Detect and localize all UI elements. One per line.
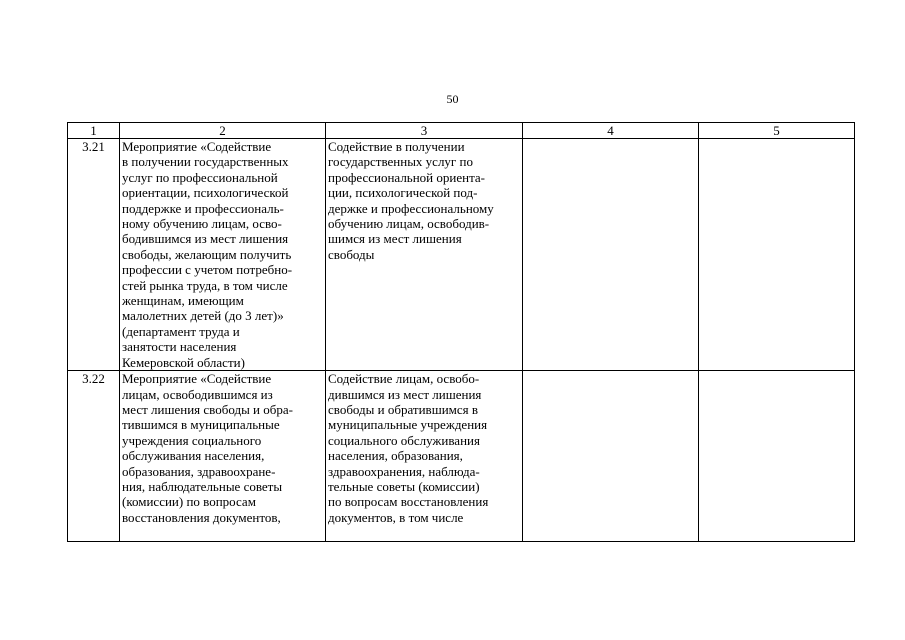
column-4-cell [523, 139, 699, 371]
column-header-5: 5 [699, 123, 855, 139]
cell-text-line: в получении государственных [122, 154, 289, 170]
cell-text-line: шимся из мест лишения [328, 231, 462, 247]
cell-text-line: малолетних детей (до 3 лет)» [122, 308, 284, 324]
table-header-row [68, 123, 855, 139]
column-4-cell [523, 371, 699, 542]
cell-text-line: тившимся в муниципальные [122, 417, 280, 433]
column-header-1: 1 [68, 123, 120, 139]
column-header-3: 3 [326, 123, 523, 139]
cell-text-line: социального обслуживания [328, 432, 480, 448]
cell-text-line: женщинам, имеющим [122, 293, 244, 309]
table-row [68, 371, 855, 542]
table-row [68, 139, 855, 371]
cell-text-line: обучению лицам, освободив- [328, 216, 490, 232]
cell-text-line: ния, наблюдательные советы [122, 478, 283, 494]
cell-text-line: ориентации, психологической [122, 185, 289, 201]
cell-text-line: обслуживания населения, [122, 448, 265, 464]
document-table [67, 122, 855, 542]
cell-text-line: (комиссии) по вопросам [122, 494, 256, 510]
cell-text-line: мест лишения свободы и обра- [122, 401, 293, 417]
cell-text-line: держке и профессиональному [328, 200, 494, 216]
cell-text-line: услуг по профессиональной [122, 169, 278, 185]
cell-text-line: бодившимся из мест лишения [122, 231, 289, 247]
cell-text-line: дившимся из мест лишения [328, 386, 482, 402]
cell-text-line: тельные советы (комиссии) [328, 478, 480, 494]
page-number: 50 [446, 92, 459, 106]
cell-text-line: по вопросам восстановления [328, 494, 489, 510]
column-header-4: 4 [523, 123, 699, 139]
cell-text-line: муниципальные учреждения [328, 417, 488, 433]
cell-text-line: населения, образования, [328, 448, 463, 464]
cell-text-line: Содействие лицам, освобо- [328, 371, 480, 387]
column-5-cell [699, 139, 855, 371]
cell-text-line: свободы, желающим получить [122, 246, 292, 262]
cell-text-line: профессии с учетом потребно- [122, 262, 293, 278]
cell-text-line: Мероприятие «Содействие [122, 371, 272, 387]
column-header-2: 2 [120, 123, 326, 139]
cell-text-line: ции, психологической под- [328, 185, 478, 201]
cell-text-line: (департамент труда и [122, 323, 240, 339]
row-number: 3.22 [68, 371, 120, 542]
column-5-cell [699, 371, 855, 542]
cell-text-line: свободы [328, 246, 375, 262]
cell-text-line: документов, в том числе [328, 509, 464, 525]
cell-text-line: стей рынка труда, в том числе [122, 277, 288, 293]
cell-text-line: свободы и обратившимся в [328, 401, 479, 417]
event-description-cell [120, 371, 326, 542]
cell-text-line: Содействие в получении [328, 139, 465, 154]
event-description-cell [120, 139, 326, 371]
cell-text-line: поддержке и профессиональ- [122, 200, 284, 216]
cell-text-line: ному обучению лицам, осво- [122, 216, 282, 232]
cell-text-line: образования, здравоохране- [122, 463, 276, 479]
result-description-cell [326, 139, 523, 371]
cell-text-line: учреждения социального [122, 432, 262, 448]
cell-text-line: Кемеровской области) [122, 354, 245, 370]
result-description-cell [326, 371, 523, 542]
cell-text-line: лицам, освободившимся из [122, 386, 273, 402]
cell-text-line: профессиональной ориента- [328, 169, 486, 185]
cell-text-line: Мероприятие «Содействие [122, 139, 272, 154]
cell-text-line: занятости населения [122, 339, 237, 355]
row-number: 3.21 [68, 139, 120, 371]
cell-text-line: восстановления документов, [122, 509, 281, 525]
cell-text-line: здравоохранения, наблюда- [328, 463, 480, 479]
cell-text-line: государственных услуг по [328, 154, 473, 170]
